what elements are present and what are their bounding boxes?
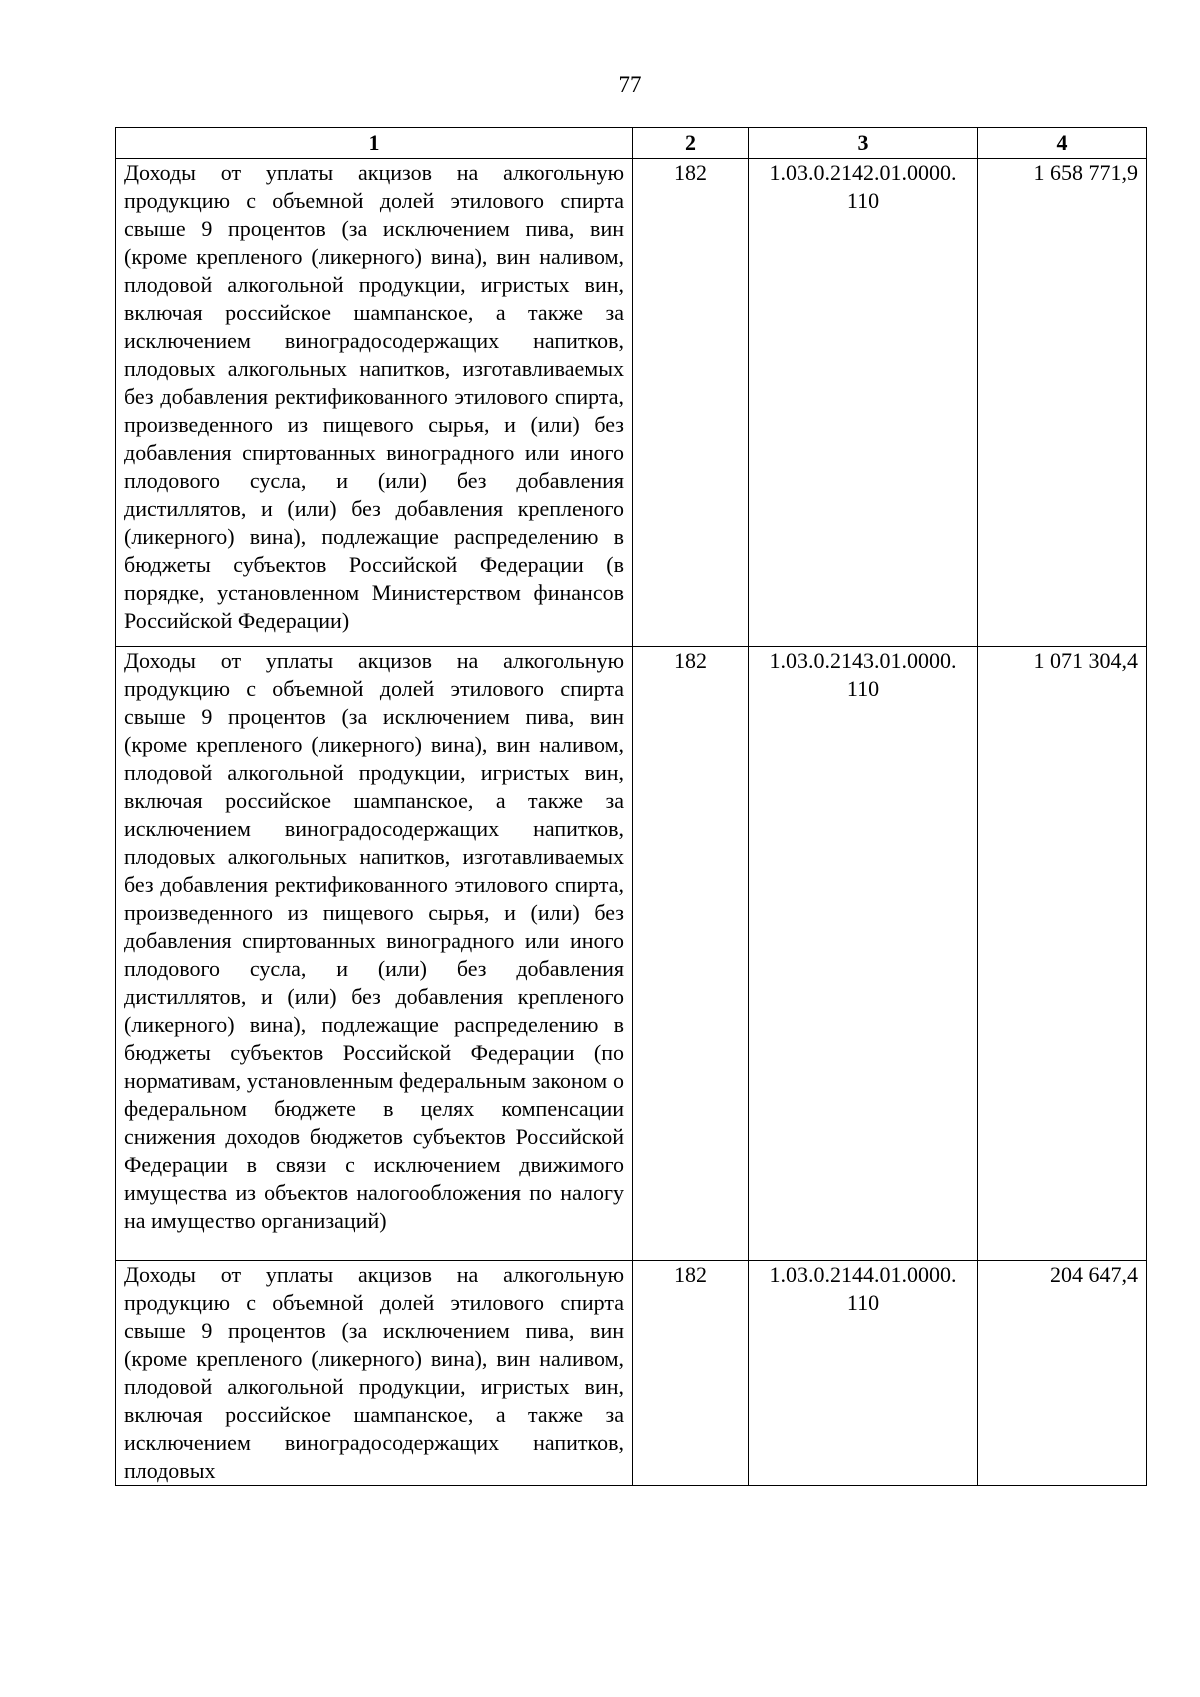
column-header-amount: 4 (978, 128, 1147, 159)
table-row (116, 647, 1147, 1261)
classification-code-line2: 110 (846, 188, 880, 213)
column-header-classification-code: 3 (749, 128, 978, 159)
table-row (116, 159, 1147, 647)
admin-code: 182 (633, 159, 749, 647)
column-header-admin-code: 2 (633, 128, 749, 159)
admin-code: 182 (633, 1261, 749, 1486)
amount: 204 647,4 (978, 1261, 1147, 1486)
revenue-description: Доходы от уплаты акцизов на алкогольную продукцию с объемной долей этилового спирта свыше 9 процентов (за исключением пива, вин (кроме крепленого (ликерного) вина), вин наливом, плодовой алкогольной продукции, игристых вин, включая российское шампанское, а также за исключением виноградосодержащих напитков, плодовых (116, 1261, 633, 1486)
page-number: 77 (618, 72, 642, 97)
amount: 1 658 771,9 (978, 159, 1147, 647)
revenue-description: Доходы от уплаты акцизов на алкогольную продукцию с объемной долей этилового спирта свыше 9 процентов (за исключением пива, вин (кроме крепленого (ликерного) вина), вин наливом, плодовой алкогольной продукции, игристых вин, включая российское шампанское, а также за исключением виноградосодержащих напитков, плодовых алкогольных напитков, изготавливаемых без добавления ректификованного этилового спирта, произведенного из пищевого сырья, и (или) без добавления спиртованных виноградного или иного плодового сусла, и (или) без добавления дистиллятов, и (или) без добавления крепленого (ликерного) вина), подлежащие распределению в бюджеты субъектов Российской Федерации (в порядке, установленном Министерством финансов Российской Федерации) (116, 159, 633, 647)
amount: 1 071 304,4 (978, 647, 1147, 1261)
admin-code: 182 (633, 647, 749, 1261)
table-row (116, 1261, 1147, 1486)
column-header-description: 1 (116, 128, 633, 159)
classification-code (749, 647, 978, 1261)
table-header-row (116, 128, 1147, 159)
classification-code-line2: 110 (846, 1290, 880, 1315)
revenue-description: Доходы от уплаты акцизов на алкогольную продукцию с объемной долей этилового спирта свыше 9 процентов (за исключением пива, вин (кроме крепленого (ликерного) вина), вин наливом, плодовой алкогольной продукции, игристых вин, включая российское шампанское, а также за исключением виноградосодержащих напитков, плодовых алкогольных напитков, изготавливаемых без добавления ректификованного этилового спирта, произведенного из пищевого сырья, и (или) без добавления спиртованных виноградного или иного плодового сусла, и (или) без добавления дистиллятов, и (или) без добавления крепленого (ликерного) вина), подлежащие распределению в бюджеты субъектов Российской Федерации (по нормативам, установленным федеральным законом о федеральном бюджете в целях компенсации снижения доходов бюджетов субъектов Российской Федерации в связи с исключением движимого имущества из объектов налогообложения по налогу на имущество организаций) (116, 647, 633, 1261)
classification-code (749, 159, 978, 647)
classification-code-line2: 110 (846, 676, 880, 701)
classification-code (749, 1261, 978, 1486)
classification-code-line1: 1.03.0.2142.01.0000. (769, 160, 957, 185)
classification-code-line1: 1.03.0.2144.01.0000. (769, 1262, 957, 1287)
classification-code-line1: 1.03.0.2143.01.0000. (769, 648, 957, 673)
revenue-table (115, 127, 1147, 1486)
